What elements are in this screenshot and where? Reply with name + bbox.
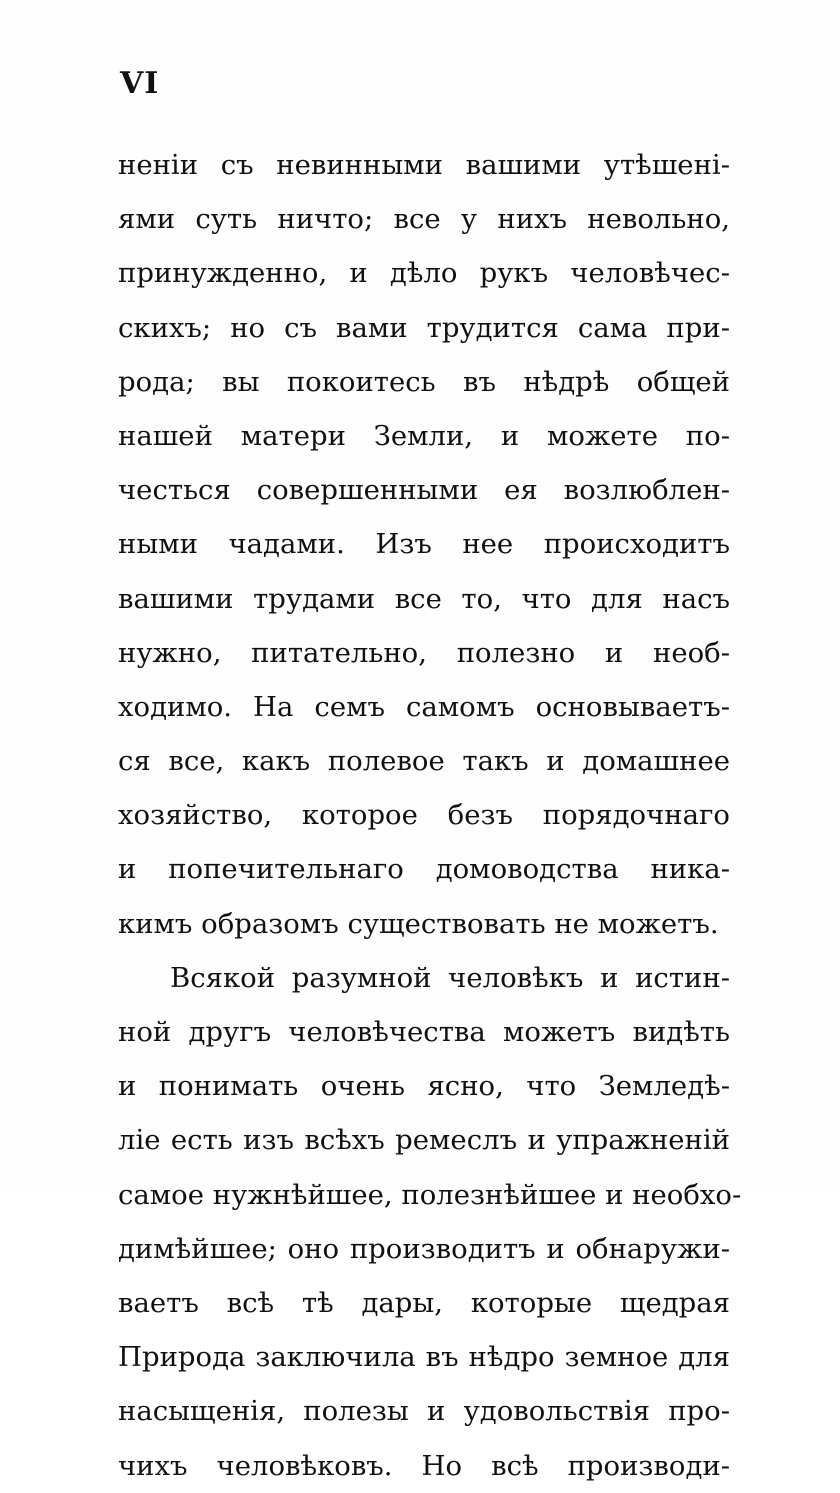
text-line: ями суть ничто; все у нихъ невольно, [118, 203, 730, 236]
text-line: рода; вы покоитесь въ нѣдрѣ общей [118, 365, 730, 398]
paragraph-end-line: кимъ образомъ существовать не можетъ. [118, 907, 719, 940]
text-line: лiе есть изъ всѣхъ ремеслъ и упражненiй [118, 1124, 730, 1157]
text-line: Природа заключила въ нѣдро земное для [118, 1341, 730, 1374]
text-line: ными чадами. Изъ нее происходитъ [118, 528, 730, 561]
text-line: ной другъ человѣчества можетъ видѣть [118, 1016, 730, 1048]
text-line: ся все, какъ полевое такъ и домашнее [118, 745, 730, 778]
text-line: нужно, питательно, полезно и необ- [118, 636, 730, 669]
text-line: вашими трудами все то, что для насъ [118, 582, 730, 615]
text-line: нашей матери Земли, и можете по- [118, 419, 730, 452]
paragraph-start-line: Всякой разумной человѣкъ и истин- [170, 961, 730, 994]
text-line: димѣйшее; оно производитъ и обнаружи- [118, 1232, 730, 1265]
text-line: насыщенiя, полезы и удовольствiя про- [118, 1395, 730, 1428]
text-line: принужденно, и дѣло рукъ человѣчес- [118, 257, 730, 290]
text-line: и понимать очень ясно, что Земледѣ- [118, 1070, 730, 1103]
text-line: ваетъ всѣ тѣ дары, которые щедрая [118, 1286, 730, 1319]
text-line: честься совершенными ея возлюблен- [118, 474, 730, 507]
text-line: скихъ; но съ вами трудится сама при- [118, 311, 730, 344]
text-line: самое нужнѣйшее, полезнѣйшее и необхо- [118, 1178, 742, 1211]
text-line: ненiи съ невинными вашими утѣшенi- [118, 149, 730, 181]
text-line: и попечительнаго домоводства ника- [118, 853, 730, 886]
text-line: чихъ человѣковъ. Но всѣ производи- [118, 1449, 730, 1482]
text-line: ходимо. На семъ самомъ основываетъ- [118, 690, 730, 723]
body-text [118, 138, 742, 1493]
page-number: VI [120, 66, 160, 101]
text-line: хозяйство, которое безъ порядочнаго [118, 799, 730, 832]
